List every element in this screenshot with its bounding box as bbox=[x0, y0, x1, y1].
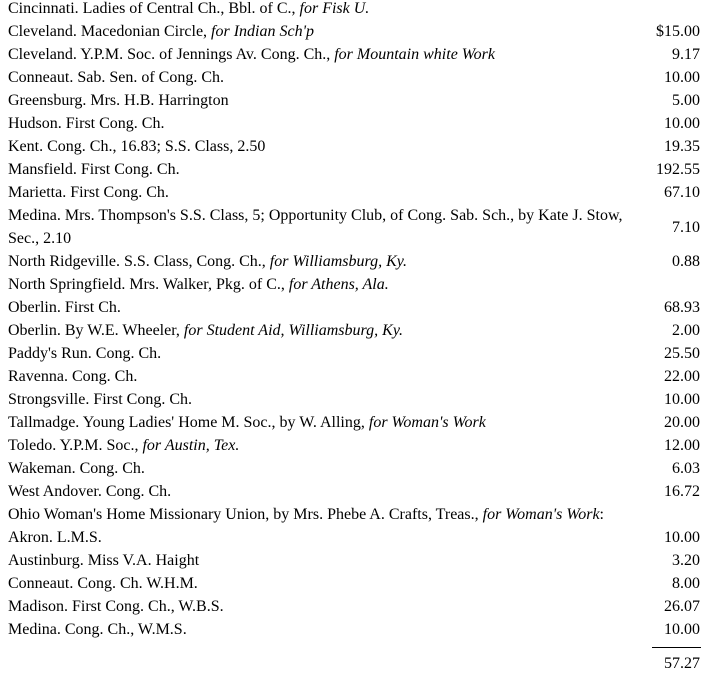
entry-amount: 26.07 bbox=[664, 598, 700, 615]
entry-text bbox=[0, 250, 630, 273]
entry-row bbox=[0, 89, 706, 112]
entry-row bbox=[0, 250, 706, 273]
entry-amount: 3.20 bbox=[672, 552, 700, 569]
entry-source-text: Wakeman. Cong. Ch. bbox=[8, 460, 145, 477]
entry-row bbox=[0, 457, 706, 480]
entry-amount: 7.10 bbox=[672, 218, 700, 236]
entry-designation-italic: for Austin, Tex. bbox=[142, 437, 240, 454]
entry-row bbox=[0, 572, 706, 595]
entry-row bbox=[0, 204, 706, 250]
entry-source-text: Marietta. First Cong. Ch. bbox=[8, 184, 169, 201]
entry-row bbox=[0, 434, 706, 457]
entry-text bbox=[0, 319, 630, 342]
entry-text bbox=[0, 480, 630, 503]
entry-source-text: Medina. Cong. Ch., W.M.S. bbox=[8, 621, 187, 638]
entry-source-text: Paddy's Run. Cong. Ch. bbox=[8, 345, 162, 362]
entry-text bbox=[0, 181, 630, 204]
entry-source-text: Ohio Woman's Home Missionary Union, by Mrs. Phebe A. Crafts, Treas., bbox=[8, 506, 483, 523]
total-divider-rule bbox=[652, 647, 701, 648]
entry-amount: 192.55 bbox=[656, 161, 700, 178]
entry-source-text: Cincinnati. Ladies of Central Ch., Bbl. of C., bbox=[8, 0, 300, 17]
entry-amount: 2.00 bbox=[672, 322, 700, 339]
entry-text bbox=[0, 503, 630, 526]
entry-designation-italic: for Fisk U. bbox=[299, 0, 370, 17]
entry-row bbox=[0, 66, 706, 89]
entry-amount: 20.00 bbox=[664, 414, 700, 431]
entry-amount: 22.00 bbox=[664, 368, 700, 385]
entry-amount: 16.72 bbox=[664, 483, 700, 500]
entry-source-text: Oberlin. By W.E. Wheeler, bbox=[8, 322, 184, 339]
entry-designation-italic: for Williamsburg, Ky. bbox=[269, 253, 407, 270]
entry-row bbox=[0, 158, 706, 181]
entry-source-text: Kent. Cong. Ch., 16.83; S.S. Class, 2.50 bbox=[8, 138, 266, 155]
entry-text bbox=[0, 0, 630, 20]
entry-text bbox=[0, 434, 630, 457]
entry-source-text: Greensburg. Mrs. H.B. Harrington bbox=[8, 92, 229, 109]
entry-amount: 10.00 bbox=[664, 529, 700, 546]
entry-text bbox=[0, 457, 630, 480]
entry-source-text: Oberlin. First Ch. bbox=[8, 299, 121, 316]
entry-text bbox=[0, 526, 630, 549]
entry-source-text: Conneaut. Sab. Sen. of Cong. Ch. bbox=[8, 69, 224, 86]
entry-source-text: Medina. Mrs. Thompson's S.S. Class, 5; Opportunity Club, of Cong. Sab. Sch., by Kate J. Stow, Sec., 2.10 bbox=[8, 207, 623, 247]
entry-designation-italic: for Mountain white Work bbox=[334, 46, 495, 63]
entry-amount: $15.00 bbox=[656, 23, 700, 40]
entry-row bbox=[0, 526, 706, 549]
entry-row bbox=[0, 43, 706, 66]
entry-source-text: Hudson. First Cong. Ch. bbox=[8, 115, 165, 132]
entry-text bbox=[0, 595, 630, 618]
entry-text bbox=[0, 89, 630, 112]
entry-source-text: Austinburg. Miss V.A. Haight bbox=[8, 552, 200, 569]
entry-amount: 5.00 bbox=[672, 92, 700, 109]
entry-amount: 19.35 bbox=[664, 138, 700, 155]
entry-source-text: Ravenna. Cong. Ch. bbox=[8, 368, 138, 385]
entry-row bbox=[0, 411, 706, 434]
entry-row bbox=[0, 342, 706, 365]
entry-text bbox=[0, 572, 630, 595]
entry-amount: 10.00 bbox=[664, 391, 700, 408]
entry-text bbox=[0, 112, 630, 135]
entry-row bbox=[0, 0, 706, 20]
entry-designation-italic: for Woman's Work bbox=[368, 414, 486, 431]
entry-amount: 9.17 bbox=[672, 46, 700, 63]
entry-row bbox=[0, 319, 706, 342]
entry-row bbox=[0, 365, 706, 388]
entry-designation-italic: for Athens, Ala. bbox=[288, 276, 389, 293]
entry-designation-italic: for Woman's Work bbox=[482, 506, 600, 523]
entry-source-text: Toledo. Y.P.M. Soc., bbox=[8, 437, 143, 454]
entry-text bbox=[0, 66, 630, 89]
entry-row bbox=[0, 181, 706, 204]
entry-source-text: Conneaut. Cong. Ch. W.H.M. bbox=[8, 575, 198, 592]
entry-source-text: Tallmadge. Young Ladies' Home M. Soc., by W. Alling, bbox=[8, 414, 369, 431]
entry-amount: 10.00 bbox=[664, 621, 700, 638]
entry-amount: 68.93 bbox=[664, 299, 700, 316]
entry-source-text: Cleveland. Y.P.M. Soc. of Jennings Av. Cong. Ch., bbox=[8, 46, 335, 63]
entry-row bbox=[0, 480, 706, 503]
entry-row bbox=[0, 503, 706, 526]
entry-source-text: Madison. First Cong. Ch., W.B.S. bbox=[8, 598, 224, 615]
entry-amount: 12.00 bbox=[664, 437, 700, 454]
entry-row bbox=[0, 135, 706, 158]
entry-row bbox=[0, 618, 706, 641]
entry-text bbox=[0, 273, 630, 296]
entry-amount: 0.88 bbox=[672, 253, 700, 270]
entry-amount: 67.10 bbox=[664, 184, 700, 201]
entry-source-text: North Springfield. Mrs. Walker, Pkg. of C., bbox=[8, 276, 289, 293]
entry-text bbox=[0, 411, 630, 434]
entry-source-text: Akron. L.M.S. bbox=[8, 529, 102, 546]
total-row bbox=[0, 652, 706, 675]
entry-text bbox=[0, 365, 630, 388]
entry-text bbox=[0, 296, 630, 319]
entry-amount: 6.03 bbox=[672, 460, 700, 477]
entry-text bbox=[0, 388, 630, 411]
entry-row bbox=[0, 112, 706, 135]
entry-amount: 25.50 bbox=[664, 345, 700, 362]
entry-text bbox=[0, 618, 630, 641]
entry-amount: 10.00 bbox=[664, 115, 700, 132]
entry-designation-italic: for Indian Sch'p bbox=[211, 23, 315, 40]
entry-source-text: : bbox=[599, 506, 604, 523]
entry-source-text: Strongsville. First Cong. Ch. bbox=[8, 391, 193, 408]
entry-row bbox=[0, 388, 706, 411]
entry-amount: 10.00 bbox=[664, 69, 700, 86]
entry-row bbox=[0, 595, 706, 618]
entry-source-text: Mansfield. First Cong. Ch. bbox=[8, 161, 180, 178]
entry-text bbox=[0, 549, 630, 572]
entry-row bbox=[0, 296, 706, 319]
entry-text bbox=[0, 158, 630, 181]
entry-text bbox=[0, 20, 630, 43]
entry-source-text: West Andover. Cong. Ch. bbox=[8, 483, 172, 500]
entry-designation-italic: for Student Aid, Williamsburg, Ky. bbox=[183, 322, 404, 339]
entry-row bbox=[0, 549, 706, 572]
entry-text bbox=[0, 342, 630, 365]
entry-row bbox=[0, 20, 706, 43]
entry-text bbox=[0, 43, 630, 66]
entry-row bbox=[0, 273, 706, 296]
entry-source-text: Cleveland. Macedonian Circle, bbox=[8, 23, 212, 40]
entry-amount: 8.00 bbox=[672, 575, 700, 592]
entry-source-text: North Ridgeville. S.S. Class, Cong. Ch., bbox=[8, 253, 270, 270]
total-amount: 57.27 bbox=[664, 655, 700, 672]
entry-text bbox=[0, 204, 630, 250]
entry-text bbox=[0, 135, 630, 158]
